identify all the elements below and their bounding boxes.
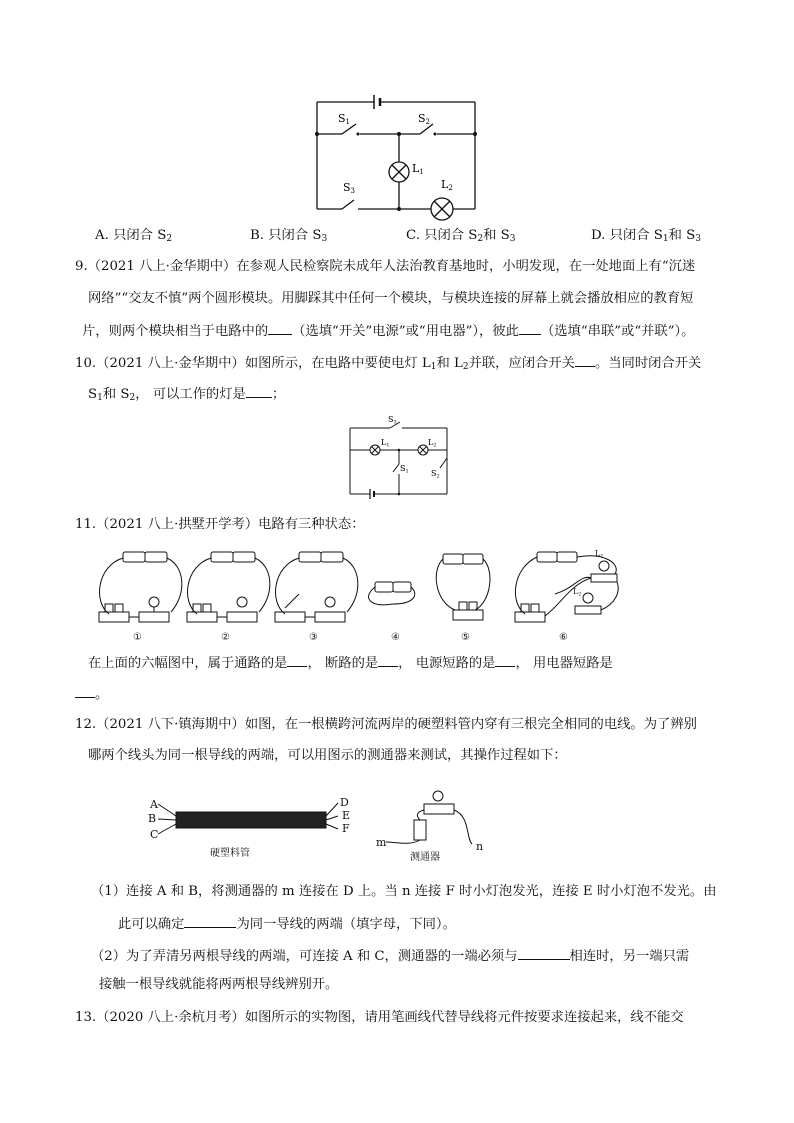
q9-line-1: 9.（2021 八上·金华期中）在参观人民检察院未成年人法治教育基地时，小明发现，在一处地面上有“沉迷 xyxy=(75,259,696,274)
answer-blank[interactable] xyxy=(518,946,570,960)
fig2-s3-label: S3 xyxy=(388,415,397,426)
circuit-diagram-q10 xyxy=(340,414,460,500)
q11-line-1: 11.（2021 八上·拱墅开学考）电路有三种状态： xyxy=(75,517,365,532)
q9-line-3: 片，则两个模块相当于电路中的 （选填“开关”电源”或“用电器”），彼此 （选填“串联”或“并联”）。 xyxy=(82,321,694,341)
pipe-label-e: E xyxy=(342,809,351,822)
pipe-label-b: B xyxy=(148,812,157,825)
q8-option-d: D. 只闭合 $S_1$和 $S_3$ xyxy=(591,228,701,244)
caption-6: ⑥ xyxy=(559,632,568,643)
fig6-l2-label: L2 xyxy=(573,587,582,598)
circuit-diagram-q8 xyxy=(300,92,500,222)
answer-blank[interactable] xyxy=(575,353,595,367)
answer-blank[interactable] xyxy=(495,653,515,667)
answer-blank[interactable] xyxy=(246,384,272,398)
answer-blank[interactable] xyxy=(184,914,236,928)
q10-line-2: $S_1$和 $S_2$， 可以工作的灯是 ； xyxy=(88,384,285,407)
fig2-s1-label: S1 xyxy=(400,464,409,475)
circuit-states-figure xyxy=(85,544,645,644)
q12-part2-line-1: （2）为了弄清另两根导线的两端，可连接 A 和 C，测通器的一端必须与 相连时，另一端只需 xyxy=(91,946,689,966)
q8-option-a: A. 只闭合 $S_2$ xyxy=(95,228,173,244)
pipe-label-c: C xyxy=(150,828,159,841)
caption-5: ⑤ xyxy=(461,632,470,643)
q10-line-1: 10.（2021 八上·金华期中）如图所示，在电路中要使电灯 $L_1$和 $L_2$并联，应闭合开关 。当同时闭合开关 xyxy=(75,353,701,376)
tester-label: 测通器 xyxy=(410,852,440,863)
q8-option-c: C. 只闭合 $S_2$和 $S_3$ xyxy=(406,228,516,244)
q12-part2-line-2: 接触一根导线就能将两两根导线辨别开。 xyxy=(99,977,339,992)
q12-part1-line-1: （1）连接 A 和 B，将测通器的 m 连接在 D 上。当 n 连接 F 时小灯泡发光，连接 E 时小灯泡不发光。由 xyxy=(91,884,717,899)
q12-part1-line-2: 此可以确定 为同一导线的两端（填字母，下同）。 xyxy=(118,914,456,934)
answer-blank[interactable] xyxy=(519,321,541,335)
tester-n-label: n xyxy=(476,840,484,853)
fig2-l1-label: L1 xyxy=(381,438,390,449)
fig6-l1-label: L1 xyxy=(595,549,604,560)
fig1-s2-label: S2 xyxy=(418,112,431,126)
q11-line-3: 。 xyxy=(75,684,108,704)
pipe-tester-figure xyxy=(140,786,500,866)
q9-line-2: 网络”“交友不慎”两个圆形模块。用脚踩其中任何一个模块，与模块连接的屏幕上就会播放相应的教育短 xyxy=(88,291,694,306)
answer-blank[interactable] xyxy=(378,653,398,667)
caption-2: ② xyxy=(221,632,230,643)
pipe-label-f: F xyxy=(342,822,350,835)
caption-3: ③ xyxy=(309,632,318,643)
pipe-label-d: D xyxy=(340,796,349,809)
q13-line-1: 13.（2020 八上·余杭月考）如图所示的实物图，请用笔画线代替导线将元件按要求连接起来，线不能交 xyxy=(75,1010,684,1025)
fig1-l1-label: L1 xyxy=(412,162,424,176)
tester-m-label: m xyxy=(376,836,387,849)
fig2-s2-label: S2 xyxy=(431,469,440,480)
q11-line-2: 在上面的六幅图中，属于通路的是 ， 断路的是 ， 电源短路的是 ， 用电器短路是 xyxy=(88,653,613,673)
fig1-s3-label: S3 xyxy=(343,181,356,195)
q8-option-b: B. 只闭合 $S_3$ xyxy=(250,228,328,244)
pipe-label-a: A xyxy=(150,798,158,811)
pipe-label: 硬塑料管 xyxy=(210,848,250,859)
answer-blank[interactable] xyxy=(268,321,292,335)
caption-1: ① xyxy=(133,632,142,643)
answer-blank[interactable] xyxy=(75,684,95,698)
q12-line-1: 12.（2021 八下·镇海期中）如图，在一根横跨河流两岸的硬塑料管内穿有三根完全相同的电线。为了辨别 xyxy=(75,717,697,732)
answer-blank[interactable] xyxy=(287,653,307,667)
fig1-s1-label: S1 xyxy=(338,112,351,126)
fig1-l2-label: L2 xyxy=(441,178,453,192)
fig2-l2-label: L2 xyxy=(428,438,437,449)
caption-4: ④ xyxy=(391,632,400,643)
q12-line-2: 哪两个线头为同一根导线的两端，可以用图示的测通器来测试，其操作过程如下： xyxy=(88,748,567,763)
